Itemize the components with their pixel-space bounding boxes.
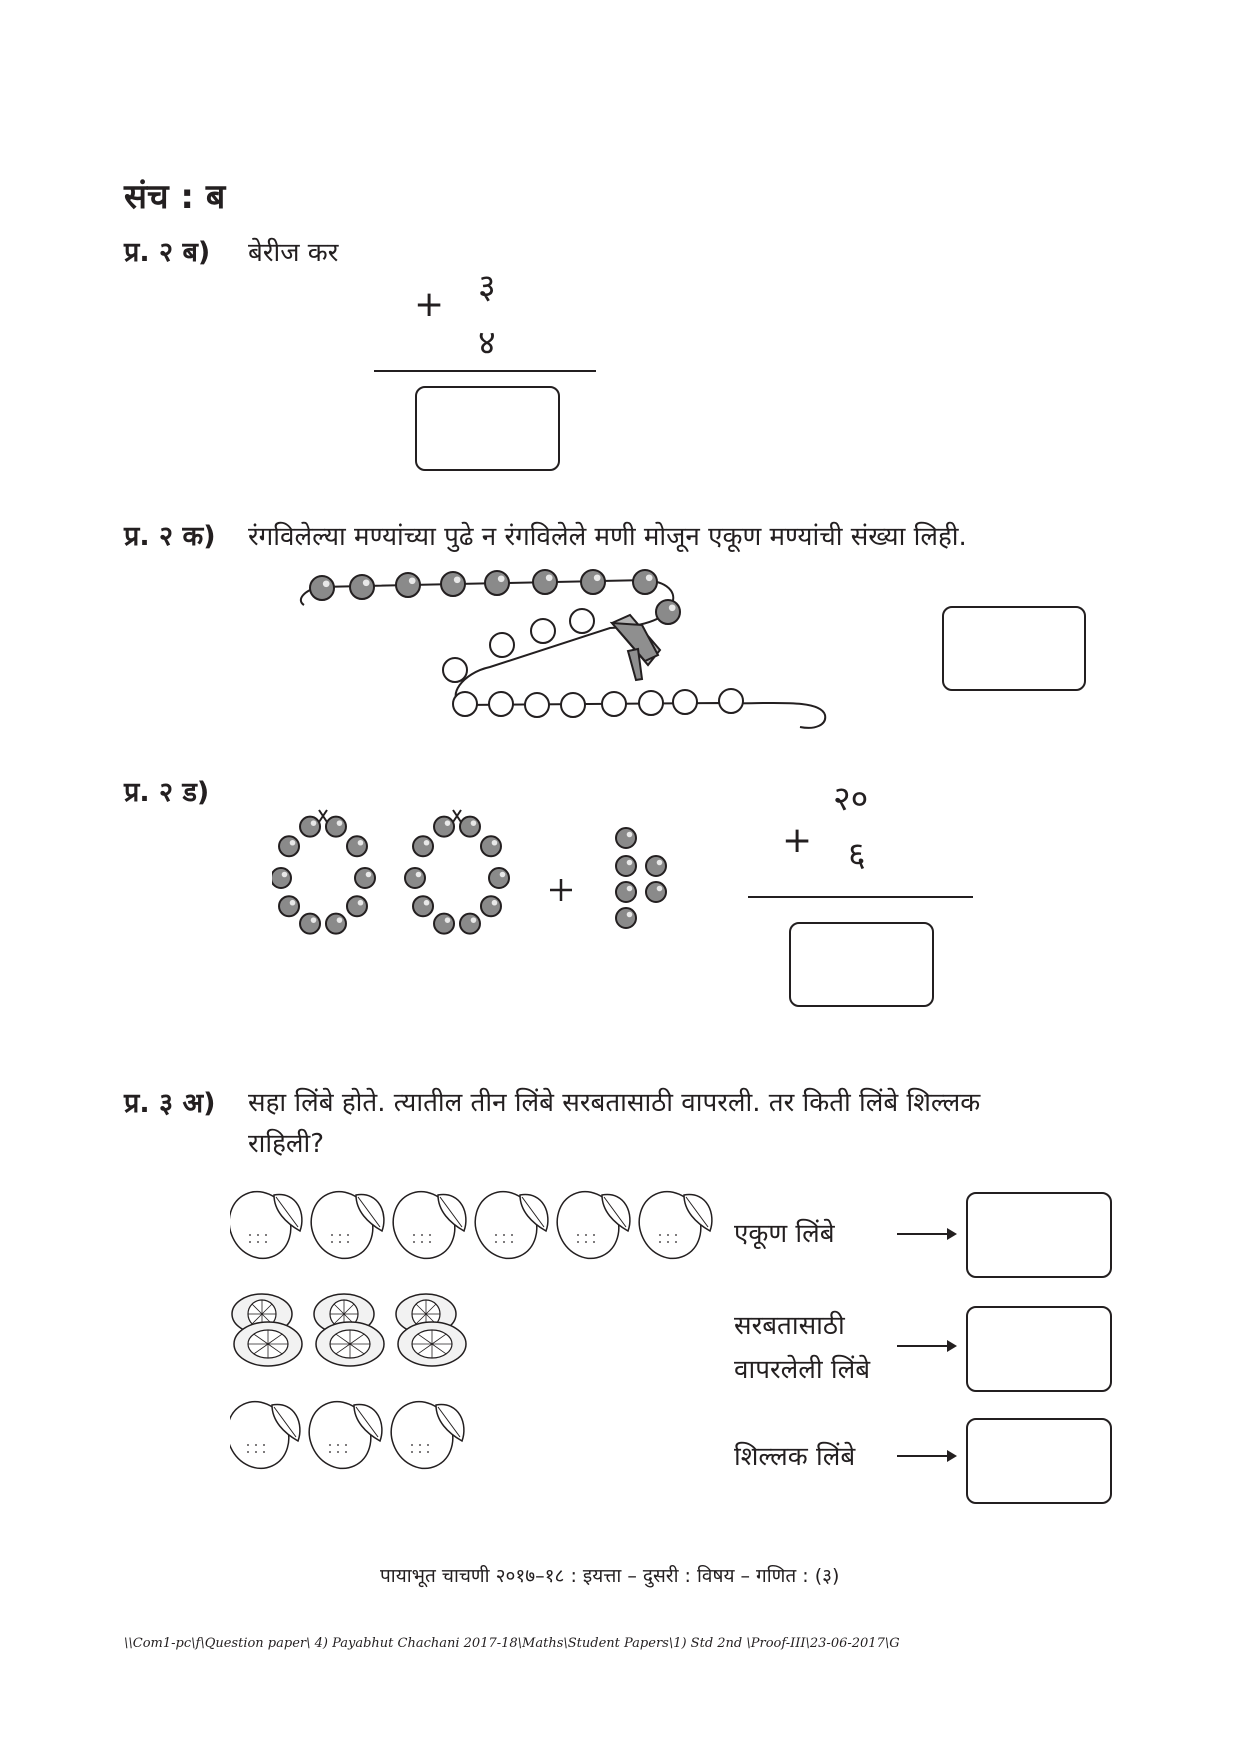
necklace-bead [413,896,433,916]
necklace-bead [481,896,501,916]
q2d-answer-box[interactable] [789,922,934,1007]
uncolored-bead [531,619,555,643]
q2d-plus-sign: + [782,820,813,861]
q2b-plus-sign: + [414,284,445,325]
q2b-instruction: बेरीज कर [248,238,339,268]
colored-bead [310,576,334,600]
q2c-answer-box[interactable] [942,606,1086,691]
colored-bead [656,600,680,624]
lemon-icon [300,1182,383,1269]
colored-bead [633,570,657,594]
loose-bead [646,856,666,876]
q2c-instruction: रंगविलेल्या मण्यांच्या पुढे न रंगविलेले मणी मोजून एकूण मण्यांची संख्या लिही. [248,522,967,552]
q2d-label: प्र. २ ड) [124,777,210,808]
uncolored-bead [673,690,697,714]
loose-bead [616,908,636,928]
colored-beads [310,570,680,624]
arrow-right-icon [897,1450,957,1462]
set-title: संच : ब [124,177,226,217]
loose-bead [616,828,636,848]
lemon-icon [298,1392,381,1479]
uncolored-bead [489,692,513,716]
necklace-bead [300,914,320,934]
necklace-bead [489,868,509,888]
lemon-icon [230,1182,302,1269]
lemon-icon [546,1182,629,1269]
arrow-right-icon [897,1228,957,1240]
q2c-label: प्र. २ क) [124,521,216,552]
q2b-label: प्र. २ ब) [124,237,211,268]
colored-bead [533,570,557,594]
necklace-bead [355,868,375,888]
plus-sign [550,879,572,901]
uncolored-bead [525,693,549,717]
colored-bead [581,570,605,594]
necklace-bead [405,868,425,888]
necklace-bead [326,817,346,837]
colored-bead [485,571,509,595]
loose-bead [616,882,636,902]
uncolored-bead [719,689,743,713]
total-lemons-row [230,1182,712,1269]
remaining-lemons-answer-box[interactable] [966,1418,1112,1504]
arrow-right-icon [897,1340,957,1352]
necklace-bead [279,836,299,856]
q2b-answer-box[interactable] [415,386,560,471]
q2d-addend-top: २० [833,779,869,819]
uncolored-bead [453,692,477,716]
clip-icon [612,615,660,680]
q3a-label: प्र. ३ अ) [124,1088,216,1119]
uncolored-beads [443,609,743,717]
q3a-question-line1: सहा लिंबे होते. त्यातील तीन लिंबे सरबतासाठी वापरली. तर किती लिंबे शिल्लक [248,1088,981,1118]
q2b-addend-bottom: ४ [478,323,496,363]
lemon-icon [628,1182,711,1269]
cut-lemon-icon [232,1294,302,1366]
lemon-icon [464,1182,547,1269]
used-lemons-answer-box[interactable] [966,1306,1112,1392]
uncolored-bead [602,692,626,716]
used-lemons-label-line2: वापरलेली लिंबे [734,1355,871,1385]
cut-lemon-icon [396,1294,466,1366]
lemon-icon [230,1392,300,1479]
colored-bead [441,572,465,596]
loose-bead [616,856,636,876]
uncolored-bead [570,609,594,633]
lemons-illustration [230,1180,730,1480]
colored-bead [350,575,374,599]
necklace-bead [272,868,291,888]
necklace-ten-beads [272,810,375,934]
q2d-sum-line [748,896,973,898]
page-footer: पायाभूत चाचणी २०१७–१८ : इयत्ता – दुसरी : विषय – गणित : (३) [380,1565,840,1587]
q3a-question-line2: राहिली? [248,1129,325,1159]
total-lemons-answer-box[interactable] [966,1192,1112,1278]
cut-lemon-icon [314,1294,384,1366]
lemon-icon [380,1392,463,1479]
loose-bead [646,882,666,902]
total-lemons-label: एकूण लिंबे [734,1219,835,1249]
necklace-bead [413,836,433,856]
q2b-sum-line [374,370,596,372]
uncolored-bead [490,633,514,657]
necklace-ten-beads [405,810,509,934]
q2b-addend-top: ३ [478,267,496,307]
remaining-lemons-row [230,1392,464,1479]
necklace-bead [434,914,454,934]
arrows [895,1222,961,1462]
uncolored-bead [443,658,467,682]
colored-bead [396,573,420,597]
loose-beads [616,828,666,928]
necklace-bead [279,896,299,916]
file-path-note: \\Com1-pc\f\Question paper\ 4) Payabhut Chachani 2017-18\Maths\Student Papers\1) Std 2nd \Proof-III\23-06-2017\G [124,1636,900,1651]
necklace-bead [460,817,480,837]
necklace-bead [434,817,454,837]
necklace-bead [481,836,501,856]
bead-string-illustration [290,555,850,730]
necklace-bead [326,914,346,934]
necklace-bead [460,914,480,934]
necklace-bead [347,836,367,856]
uncolored-bead [561,693,585,717]
q2d-addend-bottom: ६ [848,835,866,875]
lemon-icon [382,1182,465,1269]
used-lemons-label-line1: सरबतासाठी [734,1311,845,1341]
necklace-bead [300,817,320,837]
bead-necklaces-illustration [272,808,672,948]
uncolored-bead [639,691,663,715]
cut-lemons-row [232,1294,466,1366]
necklace-bead [347,896,367,916]
remaining-lemons-label: शिल्लक लिंबे [734,1442,856,1472]
